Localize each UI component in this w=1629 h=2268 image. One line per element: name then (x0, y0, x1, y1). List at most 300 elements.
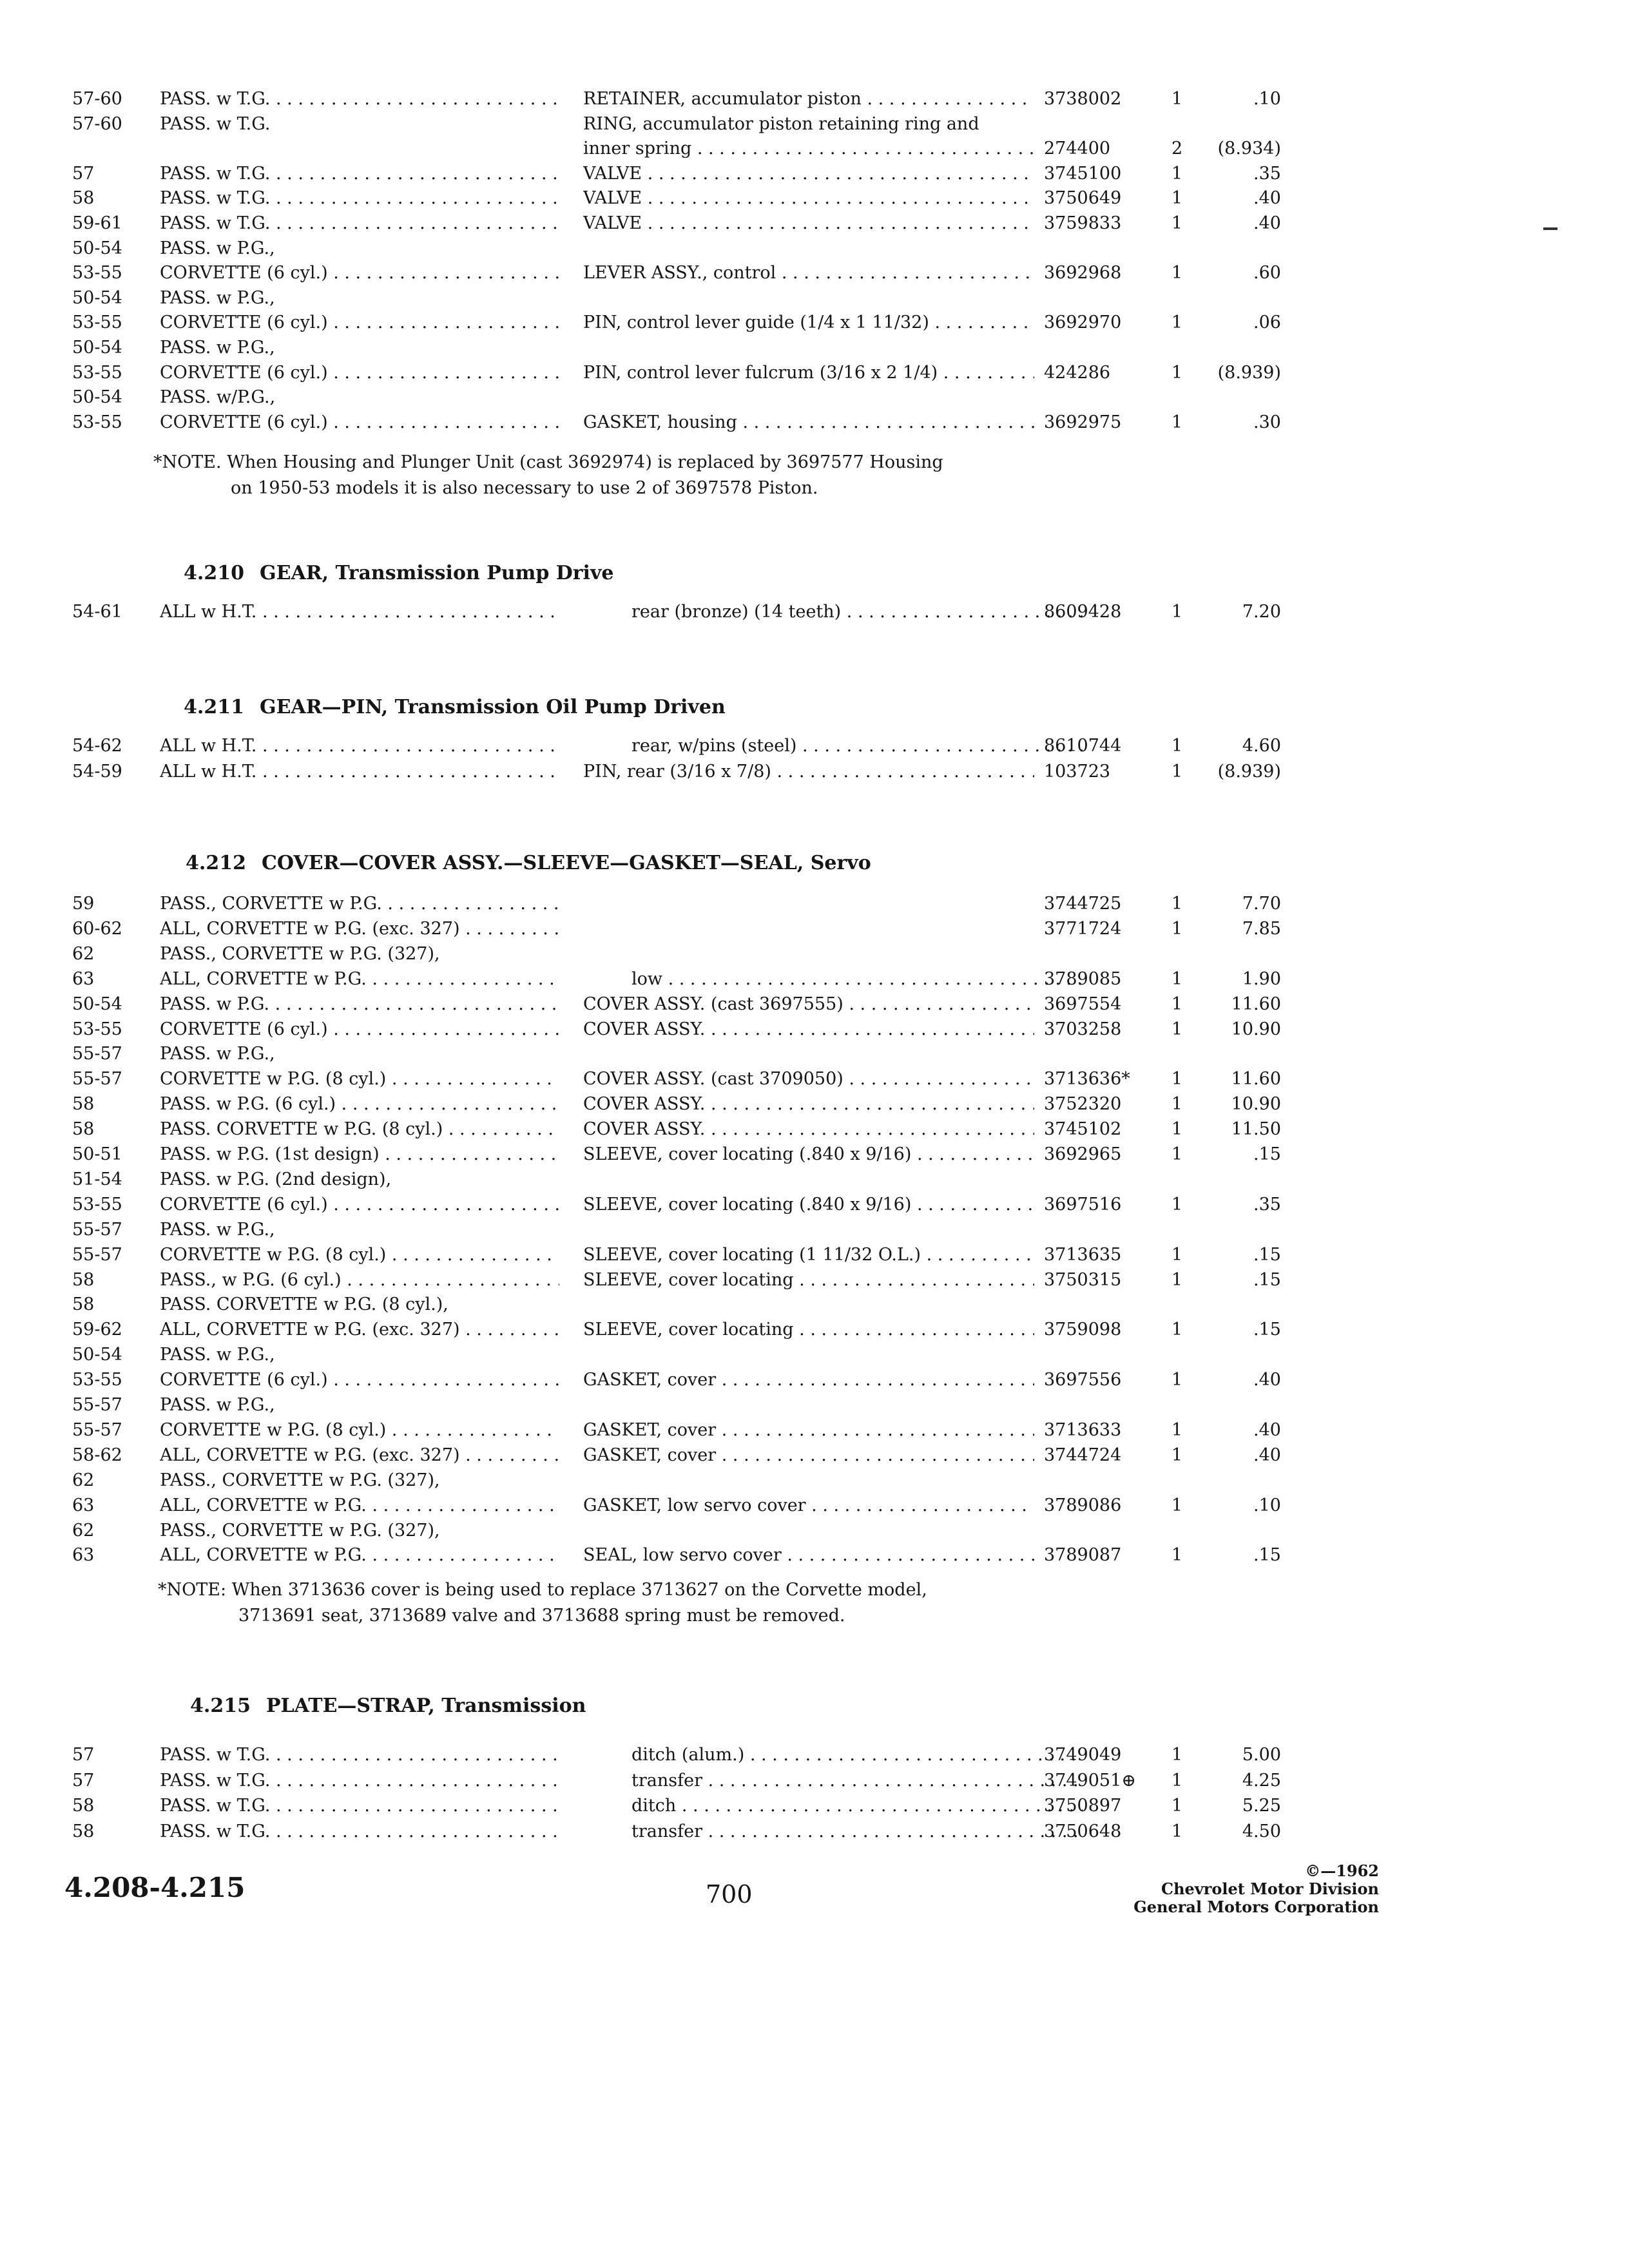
parts-row (0, 410, 1629, 436)
parts-row (0, 360, 1629, 386)
application-cell: PASS. w P.G. (2nd design), (160, 1169, 392, 1189)
part-number-cell: 3759833 (1044, 213, 1122, 233)
section-heading-4215 (190, 1695, 586, 1717)
part-number-cell: 3713633 (1044, 1419, 1122, 1440)
parts-row (0, 1493, 1629, 1519)
section-heading-4212 (186, 852, 871, 874)
description-cell: GASKET, housing . . . (583, 410, 1034, 436)
part-number-cell: 3750897 (1044, 1796, 1122, 1816)
part-number-cell: 3713635 (1044, 1244, 1122, 1265)
part-number-cell: 3789086 (1044, 1495, 1122, 1515)
quantity-cell: 1 (1171, 1821, 1183, 1841)
copyright-block (1095, 1862, 1379, 1916)
parts-row (0, 1392, 1629, 1418)
description-cell: RETAINER, accumulator piston . . . (583, 86, 1034, 112)
parts-row (0, 1217, 1629, 1243)
section-heading-4211 (184, 696, 726, 718)
margin-mark (1543, 227, 1557, 230)
parts-row (0, 1267, 1629, 1293)
year-cell: 57-60 (72, 113, 122, 134)
part-number-cell: 3750315 (1044, 1269, 1122, 1290)
quantity-cell: 1 (1171, 994, 1183, 1014)
part-number-cell: 3789087 (1044, 1545, 1122, 1566)
description-cell: rear, w/pins (steel) . . . (631, 733, 1083, 759)
price-cell: .40 (1253, 188, 1281, 209)
year-cell: 63 (72, 1495, 95, 1515)
year-cell: 54-59 (72, 762, 122, 782)
application-cell: PASS. w T.G. (160, 113, 271, 134)
application-cell: PASS. w T.G. . . . (160, 161, 559, 187)
application-cell: CORVETTE w P.G. (8 cyl.) . . . (160, 1418, 559, 1443)
year-cell: 63 (72, 1545, 95, 1566)
note-housing (153, 450, 943, 501)
description-cell: GASKET, cover . . . (583, 1367, 1034, 1393)
application-cell: PASS. w P.G., (160, 1345, 275, 1365)
note-line: *NOTE: When 3713636 cover is being used to replace 3713627 on the Corvette model, (158, 1580, 927, 1600)
part-number-cell: 3744724 (1044, 1445, 1122, 1465)
year-cell: 53-55 (72, 1194, 122, 1215)
part-number-cell: 3692970 (1044, 312, 1122, 333)
parts-row (0, 1418, 1629, 1443)
price-cell: .40 (1253, 1419, 1281, 1440)
application-cell: ALL w H.T. . . . (160, 759, 559, 785)
application-cell: CORVETTE (6 cyl.) . . . (160, 410, 559, 436)
year-cell: 53-55 (72, 1370, 122, 1390)
year-cell: 53-55 (72, 1019, 122, 1039)
parts-row (0, 1142, 1629, 1168)
quantity-cell: 1 (1171, 968, 1183, 989)
application-cell: CORVETTE w P.G. (8 cyl.) . . . (160, 1242, 559, 1268)
year-cell: 53-55 (72, 312, 122, 333)
description-cell: rear (bronze) (14 teeth) . . . (631, 599, 1083, 625)
description-cell: low . . . (631, 966, 1083, 992)
parts-row (0, 1518, 1629, 1544)
application-cell: ALL, CORVETTE w P.G. (exc. 327) . . . (160, 1443, 559, 1468)
description-cell: COVER ASSY. (cast 3697555) . . . (583, 992, 1034, 1017)
application-cell: CORVETTE w P.G. (8 cyl.) . . . (160, 1066, 559, 1092)
section-title: GEAR—PIN, Transmission Oil Pump Driven (259, 696, 726, 718)
description-cell: COVER ASSY. . . . (583, 1117, 1034, 1142)
price-cell: .10 (1253, 1495, 1281, 1515)
description-cell: ditch . . . (631, 1793, 1083, 1819)
description-cell: SLEEVE, cover locating (1 11/32 O.L.) . . . (583, 1242, 1034, 1268)
parts-row (0, 1819, 1629, 1845)
application-cell: PASS. CORVETTE w P.G. (8 cyl.) . . . (160, 1117, 559, 1142)
price-cell: 11.50 (1231, 1119, 1281, 1140)
description-cell: PIN, control lever fulcrum (3/16 x 2 1/4) . . . (583, 360, 1034, 386)
description-cell: SLEEVE, cover locating (.840 x 9/16) . . . (583, 1192, 1034, 1218)
section-number: 4.210 (184, 562, 244, 584)
quantity-cell: 1 (1171, 263, 1183, 284)
description-cell: GASKET, cover . . . (583, 1443, 1034, 1468)
parts-row (0, 1317, 1629, 1343)
quantity-cell: 1 (1171, 1445, 1183, 1465)
quantity-cell: 1 (1171, 412, 1183, 432)
year-cell: 58 (72, 1269, 95, 1290)
price-cell: (8.939) (1217, 362, 1281, 383)
year-cell: 59 (72, 894, 95, 914)
description-cell: RING, accumulator piston retaining ring and (583, 113, 979, 134)
year-cell: 62 (72, 1470, 95, 1490)
price-cell: .15 (1253, 1144, 1281, 1164)
part-number-cell: 3771724 (1044, 918, 1122, 939)
parts-row (0, 236, 1629, 262)
quantity-cell: 1 (1171, 602, 1183, 622)
parts-row (0, 992, 1629, 1017)
part-number-cell: 8610744 (1044, 736, 1122, 756)
application-cell: ALL, CORVETTE w P.G. (exc. 327) . . . (160, 916, 559, 942)
parts-row (0, 1468, 1629, 1494)
application-cell: PASS. w T.G. . . . (160, 1768, 559, 1794)
part-number-cell: 3750649 (1044, 188, 1122, 209)
copyright-corporation: General Motors Corporation (1133, 1898, 1379, 1916)
quantity-cell: 1 (1171, 213, 1183, 233)
application-cell: PASS. w P.G. (1st design) . . . (160, 1142, 559, 1168)
year-cell: 50-51 (72, 1144, 122, 1164)
application-cell: PASS., CORVETTE w P.G. (327), (160, 943, 440, 964)
part-number-cell: 3713636* (1044, 1069, 1130, 1090)
quantity-cell: 1 (1171, 1545, 1183, 1566)
part-number-cell: 3692968 (1044, 263, 1122, 284)
year-cell: 50-54 (72, 287, 122, 308)
part-number-cell: 8609428 (1044, 602, 1122, 622)
section-title: GEAR, Transmission Pump Drive (259, 562, 614, 584)
quantity-cell: 1 (1171, 1019, 1183, 1039)
quantity-cell: 1 (1171, 1796, 1183, 1816)
quantity-cell: 2 (1171, 139, 1183, 159)
year-cell: 50-54 (72, 338, 122, 358)
year-cell: 58 (72, 1094, 95, 1115)
description-cell: GASKET, low servo cover . . . (583, 1493, 1034, 1519)
application-cell: ALL w H.T. . . . (160, 599, 559, 625)
quantity-cell: 1 (1171, 1370, 1183, 1390)
section-number: 4.211 (184, 696, 244, 718)
year-cell: 55-57 (72, 1044, 122, 1064)
parts-row (0, 1742, 1629, 1768)
application-cell: PASS. CORVETTE w P.G. (8 cyl.), (160, 1294, 448, 1315)
copyright-division: Chevrolet Motor Division (1161, 1879, 1379, 1898)
copyright-year: ©—1962 (1305, 1861, 1379, 1880)
application-cell: PASS. w/P.G., (160, 387, 276, 408)
quantity-cell: 1 (1171, 1094, 1183, 1115)
description-cell: COVER ASSY. (cast 3709050) . . . (583, 1066, 1034, 1092)
parts-row (0, 759, 1629, 785)
description-cell: COVER ASSY. . . . (583, 1091, 1034, 1117)
price-cell: .35 (1253, 1194, 1281, 1215)
year-cell: 58 (72, 1821, 95, 1841)
parts-row (0, 1242, 1629, 1268)
parts-row (0, 310, 1629, 336)
parts-row (0, 941, 1629, 967)
description-cell: PIN, rear (3/16 x 7/8) . . . (583, 759, 1034, 785)
parts-row (0, 1542, 1629, 1568)
application-cell: PASS. w T.G. . . . (160, 1793, 559, 1819)
price-cell: .15 (1253, 1269, 1281, 1290)
year-cell: 58 (72, 1119, 95, 1140)
application-cell: PASS. w T.G. . . . (160, 1742, 559, 1768)
application-cell: PASS. w P.G. . . . (160, 992, 559, 1017)
year-cell: 55-57 (72, 1219, 122, 1240)
section-number: 4.212 (186, 852, 246, 874)
quantity-cell: 1 (1171, 894, 1183, 914)
application-cell: PASS. w P.G., (160, 338, 275, 358)
description-cell: LEVER ASSY., control . . . (583, 260, 1034, 286)
year-cell: 57-60 (72, 89, 122, 109)
application-cell: CORVETTE (6 cyl.) . . . (160, 360, 559, 386)
note-cover (158, 1577, 927, 1629)
section-title: PLATE—STRAP, Transmission (265, 1695, 586, 1717)
part-number-cell: 3752320 (1044, 1094, 1122, 1115)
description-cell: SLEEVE, cover locating (.840 x 9/16) . . . (583, 1142, 1034, 1168)
year-cell: 54-62 (72, 736, 122, 756)
price-cell: .40 (1253, 1370, 1281, 1390)
description-cell: COVER ASSY. . . . (583, 1017, 1034, 1043)
price-cell: .35 (1253, 163, 1281, 184)
price-cell: .10 (1253, 89, 1281, 109)
price-cell: .60 (1253, 263, 1281, 284)
parts-row (0, 136, 1629, 162)
parts-row (0, 733, 1629, 759)
parts-row (0, 1066, 1629, 1092)
price-cell: .06 (1253, 312, 1281, 333)
description-cell: VALVE . . . (583, 211, 1034, 236)
quantity-cell: 1 (1171, 1419, 1183, 1440)
section-number: 4.215 (190, 1695, 251, 1717)
quantity-cell: 1 (1171, 1244, 1183, 1265)
application-cell: CORVETTE (6 cyl.) . . . (160, 1367, 559, 1393)
quantity-cell: 1 (1171, 1069, 1183, 1090)
parts-row (0, 285, 1629, 311)
description-cell: SLEEVE, cover locating . . . (583, 1317, 1034, 1343)
quantity-cell: 1 (1171, 1194, 1183, 1215)
application-cell: PASS. w P.G., (160, 287, 275, 308)
application-cell: PASS. w T.G. . . . (160, 211, 559, 236)
parts-row (0, 1017, 1629, 1043)
parts-row (0, 599, 1629, 625)
price-cell: (8.934) (1217, 139, 1281, 159)
price-cell: 7.20 (1242, 602, 1281, 622)
application-cell: PASS. w T.G. . . . (160, 1819, 559, 1845)
part-number-cell: 3744725 (1044, 894, 1122, 914)
application-cell: ALL, CORVETTE w P.G. . . . (160, 1542, 559, 1568)
quantity-cell: 1 (1171, 1770, 1183, 1791)
parts-row (0, 161, 1629, 187)
year-cell: 53-55 (72, 412, 122, 432)
year-cell: 58 (72, 1294, 95, 1315)
parts-row (0, 1192, 1629, 1218)
part-number-cell: 3703258 (1044, 1019, 1122, 1039)
quantity-cell: 1 (1171, 163, 1183, 184)
application-cell: PASS., CORVETTE w P.G. (327), (160, 1470, 440, 1490)
application-cell: PASS. w P.G., (160, 1219, 275, 1240)
part-number-cell: 3697554 (1044, 994, 1122, 1014)
quantity-cell: 1 (1171, 1495, 1183, 1515)
part-number-cell: 3789085 (1044, 968, 1122, 989)
price-cell: 7.70 (1242, 894, 1281, 914)
year-cell: 55-57 (72, 1395, 122, 1415)
parts-row (0, 916, 1629, 942)
description-cell: SLEEVE, cover locating . . . (583, 1267, 1034, 1293)
application-cell: PASS. w T.G. . . . (160, 86, 559, 112)
application-cell: CORVETTE (6 cyl.) . . . (160, 1017, 559, 1043)
quantity-cell: 1 (1171, 1320, 1183, 1340)
parts-row (0, 1793, 1629, 1819)
year-cell: 50-54 (72, 387, 122, 408)
parts-row (0, 1292, 1629, 1318)
part-number-cell: 3750648 (1044, 1821, 1122, 1841)
quantity-cell: 1 (1171, 188, 1183, 209)
application-cell: PASS. w T.G. . . . (160, 186, 559, 211)
application-cell: ALL, CORVETTE w P.G. . . . (160, 1493, 559, 1519)
description-cell: transfer . . . (631, 1819, 1083, 1845)
part-number-cell: 3738002 (1044, 89, 1122, 109)
quantity-cell: 1 (1171, 1119, 1183, 1140)
note-line: on 1950-53 models it is also necessary to use 2 of 3697578 Piston. (231, 478, 818, 498)
year-cell: 59-61 (72, 213, 122, 233)
description-cell: VALVE . . . (583, 161, 1034, 187)
parts-row (0, 1443, 1629, 1468)
parts-row (0, 260, 1629, 286)
price-cell: .15 (1253, 1320, 1281, 1340)
price-cell: 4.50 (1242, 1821, 1281, 1841)
price-cell: 4.60 (1242, 736, 1281, 756)
application-cell: PASS., w P.G. (6 cyl.) . . . (160, 1267, 559, 1293)
price-cell: 7.85 (1242, 918, 1281, 939)
price-cell: 10.90 (1231, 1019, 1281, 1039)
application-cell: PASS., CORVETTE w P.G. . . . (160, 891, 559, 917)
note-line: 3713691 seat, 3713689 valve and 3713688 spring must be removed. (238, 1606, 845, 1626)
price-cell: .15 (1253, 1244, 1281, 1265)
application-cell: PASS., CORVETTE w P.G. (327), (160, 1520, 440, 1541)
description-cell: transfer . . . (631, 1768, 1083, 1794)
application-cell: ALL, CORVETTE w P.G. (exc. 327) . . . (160, 1317, 559, 1343)
year-cell: 50-54 (72, 994, 122, 1014)
application-cell: CORVETTE (6 cyl.) . . . (160, 1192, 559, 1218)
parts-row (0, 891, 1629, 917)
part-number-cell: 3692975 (1044, 412, 1122, 432)
part-number-cell: 3697556 (1044, 1370, 1122, 1390)
year-cell: 51-54 (72, 1169, 122, 1189)
application-cell: ALL, CORVETTE w P.G. . . . (160, 966, 559, 992)
price-cell: 11.60 (1231, 1069, 1281, 1090)
year-cell: 63 (72, 968, 95, 989)
description-cell: ditch (alum.) . . . (631, 1742, 1083, 1768)
price-cell: 4.25 (1242, 1770, 1281, 1791)
quantity-cell: 1 (1171, 1269, 1183, 1290)
year-cell: 58 (72, 1796, 95, 1816)
price-cell: .30 (1253, 412, 1281, 432)
price-cell: 5.00 (1242, 1745, 1281, 1765)
quantity-cell: 1 (1171, 736, 1183, 756)
price-cell: 1.90 (1242, 968, 1281, 989)
quantity-cell: 1 (1171, 89, 1183, 109)
year-cell: 62 (72, 1520, 95, 1541)
year-cell: 59-62 (72, 1320, 122, 1340)
year-cell: 57 (72, 1770, 95, 1791)
part-number-cell: 424286 (1044, 362, 1111, 383)
year-cell: 55-57 (72, 1244, 122, 1265)
part-number-cell: 3692965 (1044, 1144, 1122, 1164)
price-cell: .40 (1253, 1445, 1281, 1465)
quantity-cell: 1 (1171, 362, 1183, 383)
parts-row (0, 335, 1629, 361)
section-heading-4210 (184, 562, 613, 584)
year-cell: 57 (72, 163, 95, 184)
year-cell: 57 (72, 1745, 95, 1765)
year-cell: 53-55 (72, 362, 122, 383)
price-cell: .15 (1253, 1545, 1281, 1566)
part-number-cell: 3759098 (1044, 1320, 1122, 1340)
note-line: *NOTE. When Housing and Plunger Unit (cast 3692974) is replaced by 3697577 Housing (153, 452, 943, 472)
price-cell: 5.25 (1242, 1796, 1281, 1816)
page-number: 700 (706, 1880, 753, 1908)
description-cell: GASKET, cover . . . (583, 1418, 1034, 1443)
parts-row (0, 1167, 1629, 1193)
part-number-cell: 3745100 (1044, 163, 1122, 184)
parts-row (0, 186, 1629, 211)
price-cell: (8.939) (1217, 762, 1281, 782)
year-cell: 60-62 (72, 918, 122, 939)
application-cell: CORVETTE (6 cyl.) . . . (160, 260, 559, 286)
quantity-cell: 1 (1171, 918, 1183, 939)
description-cell: SEAL, low servo cover . . . (583, 1542, 1034, 1568)
part-number-cell: 3697516 (1044, 1194, 1122, 1215)
year-cell: 58 (72, 188, 95, 209)
year-cell: 55-57 (72, 1069, 122, 1090)
application-cell: PASS. w P.G. (6 cyl.) . . . (160, 1091, 559, 1117)
price-cell: 10.90 (1231, 1094, 1281, 1115)
year-cell: 54-61 (72, 602, 122, 622)
application-cell: PASS. w P.G., (160, 1395, 275, 1415)
application-cell: PASS. w P.G., (160, 1044, 275, 1064)
quantity-cell: 1 (1171, 762, 1183, 782)
application-cell: ALL w H.T. . . . (160, 733, 559, 759)
parts-row (0, 211, 1629, 236)
part-number-cell: 3745102 (1044, 1119, 1122, 1140)
parts-row (0, 1367, 1629, 1393)
quantity-cell: 1 (1171, 1144, 1183, 1164)
parts-row (0, 1768, 1629, 1794)
part-number-cell: 3749049 (1044, 1745, 1122, 1765)
parts-row (0, 1041, 1629, 1067)
price-cell: 11.60 (1231, 994, 1281, 1014)
parts-row (0, 1342, 1629, 1368)
price-cell: .40 (1253, 213, 1281, 233)
parts-row (0, 86, 1629, 112)
year-cell: 55-57 (72, 1419, 122, 1440)
year-cell: 58-62 (72, 1445, 122, 1465)
description-cell: inner spring . . . (583, 136, 1034, 162)
description-cell: VALVE . . . (583, 186, 1034, 211)
part-number-cell: 3749051⊕ (1044, 1770, 1136, 1791)
application-cell: PASS. w P.G., (160, 238, 275, 258)
parts-row (0, 1117, 1629, 1142)
section-range: 4.208-4.215 (64, 1872, 246, 1903)
section-title: COVER—COVER ASSY.—SLEEVE—GASKET—SEAL, Servo (261, 852, 871, 874)
parts-row (0, 111, 1629, 137)
part-number-cell: 274400 (1044, 139, 1111, 159)
year-cell: 50-54 (72, 1345, 122, 1365)
part-number-cell: 103723 (1044, 762, 1111, 782)
quantity-cell: 1 (1171, 312, 1183, 333)
parts-row (0, 1091, 1629, 1117)
quantity-cell: 1 (1171, 1745, 1183, 1765)
year-cell: 50-54 (72, 238, 122, 258)
parts-row (0, 385, 1629, 410)
parts-row (0, 966, 1629, 992)
year-cell: 62 (72, 943, 95, 964)
description-cell: PIN, control lever guide (1/4 x 1 11/32) . . . (583, 310, 1034, 336)
